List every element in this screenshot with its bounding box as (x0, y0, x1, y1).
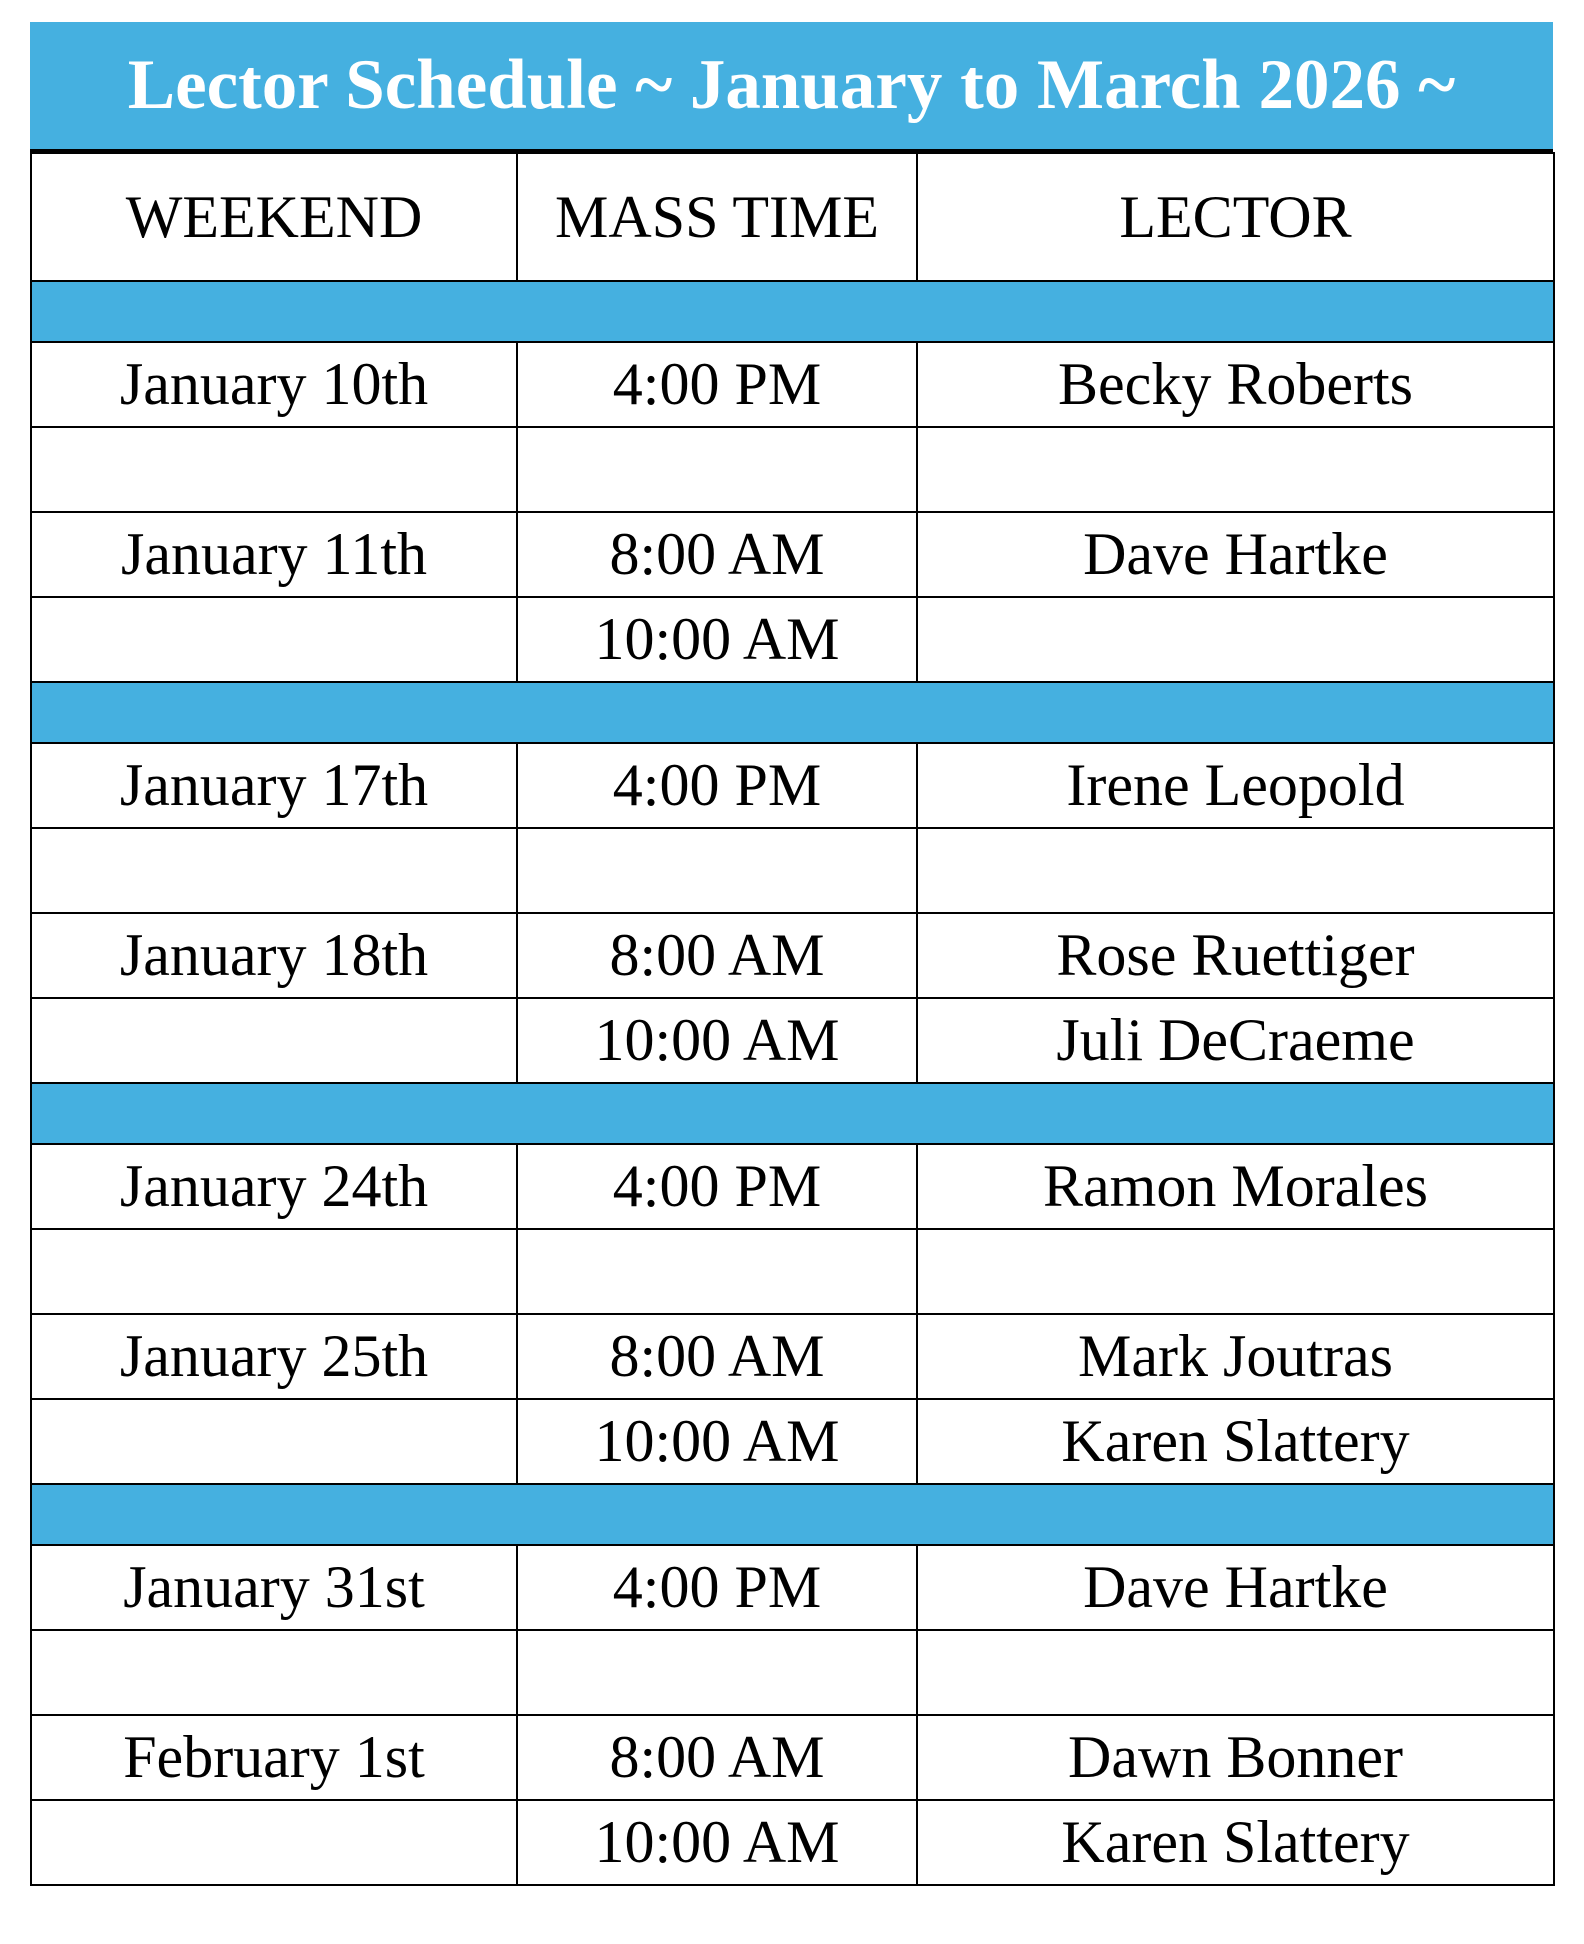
lector-cell: Karen Slattery (917, 1800, 1554, 1885)
table-row (31, 1144, 1554, 1229)
weekend-cell (31, 597, 517, 682)
weekend-cell (31, 427, 517, 512)
mass-time-cell: 8:00 AM (517, 1715, 917, 1800)
schedule-body (31, 281, 1554, 1885)
header-row (31, 153, 1554, 281)
lector-cell: Rose Ruettiger (917, 913, 1554, 998)
table-row (31, 998, 1554, 1083)
table-row (31, 1630, 1554, 1715)
lector-cell (917, 427, 1554, 512)
table-row (31, 1545, 1554, 1630)
schedule-table (30, 152, 1555, 1886)
lector-cell (917, 828, 1554, 913)
column-header-weekend: WEEKEND (31, 153, 517, 281)
lector-cell: Karen Slattery (917, 1399, 1554, 1484)
table-row (31, 913, 1554, 998)
weekend-cell: January 11th (31, 512, 517, 597)
section-separator (31, 1083, 1554, 1144)
table-row (31, 828, 1554, 913)
lector-cell: Dawn Bonner (917, 1715, 1554, 1800)
mass-time-cell (517, 828, 917, 913)
weekend-cell (31, 1630, 517, 1715)
lector-cell: Becky Roberts (917, 342, 1554, 427)
weekend-cell: January 10th (31, 342, 517, 427)
mass-time-cell: 8:00 AM (517, 913, 917, 998)
column-header-lector: LECTOR (917, 153, 1554, 281)
lector-cell: Dave Hartke (917, 1545, 1554, 1630)
weekend-cell: January 24th (31, 1144, 517, 1229)
section-separator (31, 281, 1554, 342)
weekend-cell (31, 1229, 517, 1314)
mass-time-cell: 8:00 AM (517, 512, 917, 597)
weekend-cell: January 25th (31, 1314, 517, 1399)
weekend-cell (31, 998, 517, 1083)
weekend-cell (31, 1399, 517, 1484)
mass-time-cell: 4:00 PM (517, 1144, 917, 1229)
mass-time-cell: 10:00 AM (517, 597, 917, 682)
table-row (31, 1314, 1554, 1399)
lector-cell: Mark Joutras (917, 1314, 1554, 1399)
title-bar (30, 22, 1553, 152)
lector-cell (917, 597, 1554, 682)
weekend-cell (31, 1800, 517, 1885)
weekend-cell: February 1st (31, 1715, 517, 1800)
schedule-sheet (30, 22, 1553, 1886)
lector-cell (917, 1229, 1554, 1314)
page-title: Lector Schedule ~ January to March 2026 ~ (127, 46, 1456, 124)
lector-cell: Ramon Morales (917, 1144, 1554, 1229)
section-separator (31, 682, 1554, 743)
mass-time-cell (517, 1630, 917, 1715)
table-row (31, 743, 1554, 828)
separator-band (31, 1083, 1554, 1144)
separator-band (31, 682, 1554, 743)
weekend-cell: January 31st (31, 1545, 517, 1630)
separator-band (31, 1484, 1554, 1545)
lector-cell (917, 1630, 1554, 1715)
lector-cell: Irene Leopold (917, 743, 1554, 828)
weekend-cell: January 18th (31, 913, 517, 998)
mass-time-cell: 8:00 AM (517, 1314, 917, 1399)
table-row (31, 1229, 1554, 1314)
lector-cell: Juli DeCraeme (917, 998, 1554, 1083)
mass-time-cell: 10:00 AM (517, 1399, 917, 1484)
mass-time-cell (517, 427, 917, 512)
mass-time-cell (517, 1229, 917, 1314)
table-row (31, 597, 1554, 682)
table-row (31, 342, 1554, 427)
weekend-cell: January 17th (31, 743, 517, 828)
lector-cell: Dave Hartke (917, 512, 1554, 597)
separator-band (31, 281, 1554, 342)
mass-time-cell: 4:00 PM (517, 743, 917, 828)
mass-time-cell: 10:00 AM (517, 998, 917, 1083)
mass-time-cell: 4:00 PM (517, 1545, 917, 1630)
table-row (31, 1800, 1554, 1885)
table-row (31, 427, 1554, 512)
mass-time-cell: 10:00 AM (517, 1800, 917, 1885)
table-row (31, 512, 1554, 597)
column-header-mass-time: MASS TIME (517, 153, 917, 281)
mass-time-cell: 4:00 PM (517, 342, 917, 427)
table-row (31, 1399, 1554, 1484)
table-row (31, 1715, 1554, 1800)
weekend-cell (31, 828, 517, 913)
section-separator (31, 1484, 1554, 1545)
